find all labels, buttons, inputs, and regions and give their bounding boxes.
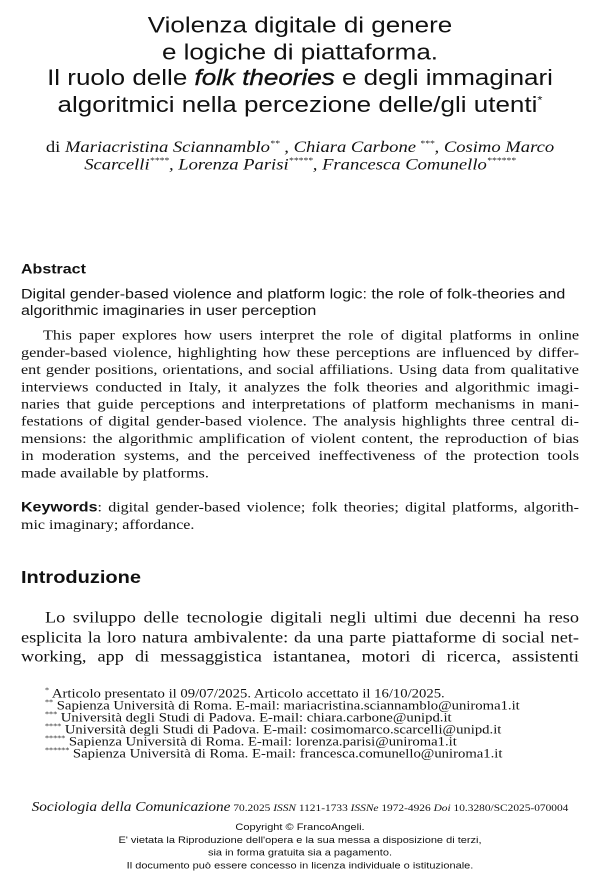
title-line-2: e logiche di piattaforma.	[161, 38, 439, 65]
author-separator: ,	[279, 138, 289, 157]
abstract-line: in moderation systems, and the perceived ineffectiveness of the protection tools	[21, 448, 579, 464]
issn-label: ISSN	[273, 803, 296, 814]
keywords-text: : digital gender-based violence; folk theories; digital platforms, algorith-	[97, 500, 579, 516]
introduction-line: esplicita la loro natura ambivalente: da una parte piattaforme di social net-	[21, 628, 579, 646]
abstract-line: gender-based violence, highlighting how these perceptions are influenced by differ-	[21, 344, 579, 360]
footnote-email-label: E-mail:	[251, 747, 297, 762]
issne-label: ISSNe	[350, 803, 379, 814]
title-line-3-after: e degli immaginari	[341, 64, 553, 91]
author-separator: ,	[168, 155, 174, 174]
title-line-4-text: algoritmici nella percezione delle/gli utenti	[57, 91, 538, 118]
title-emphasis-folk-theories: folk theories	[194, 64, 335, 91]
author-name: Mariacristina Sciannamblo	[64, 138, 270, 157]
copyright-notice	[0, 821, 600, 873]
footnote-mark: ******	[45, 746, 70, 755]
footnotes	[45, 688, 585, 760]
abstract-line: This paper explores how users interpret the role of digital platforms in online	[43, 327, 579, 343]
footnote-affiliation: Sapienza Università di Roma.	[72, 747, 249, 762]
author	[65, 138, 289, 156]
footnote-affiliation: Università degli Studi di Padova.	[64, 723, 260, 738]
footnote-email-label: E-mail:	[259, 711, 304, 725]
footnote-text: Articolo presentato il 09/07/2025. Articolo accettato il 16/10/2025.	[51, 687, 445, 701]
abstract-body	[21, 326, 579, 481]
title-line-3-before: Il ruolo delle	[47, 64, 188, 91]
abstract-line: interviews conducted in Italy, it analyzes the folk theories and algorithmic imagi-	[21, 378, 579, 395]
copyright-line: Copyright © FrancoAngeli.	[235, 822, 365, 833]
author	[294, 138, 440, 156]
abstract-line: made available by platforms.	[21, 465, 209, 481]
footnote-mark: ***	[45, 710, 58, 719]
author-name: Francesca Comunello	[322, 155, 487, 174]
footnote	[45, 748, 585, 760]
introduction-line: Lo sviluppo delle tecnologie digitali negli ultimi due decenni ha reso	[45, 608, 579, 627]
title-line-3	[0, 65, 600, 91]
abstract-line: ent gender positions, orientations, and social affiliations. Using data from qualitative	[21, 361, 579, 378]
author	[322, 156, 516, 174]
doi-value: 10.3280/SC2025-070004	[453, 803, 569, 814]
author-mark: ******	[486, 156, 516, 166]
footnote-email: mariacristina.sciannamblo@uniroma1.it	[283, 699, 520, 713]
author-separator: ,	[312, 155, 318, 174]
abstract-english-title: Digital gender-based violence and platform logic: the role of folk-theories and algorithmic imaginaries in user perception	[21, 286, 566, 319]
article-title	[0, 12, 600, 118]
footnote-email-label: E-mail:	[247, 735, 292, 750]
journal-reference	[0, 800, 600, 816]
footnote-affiliation: Sapienza Università di Roma.	[56, 699, 233, 713]
keywords-line-2: mic imaginary; affordance.	[21, 517, 195, 533]
author-separator: ,	[434, 138, 440, 157]
footnote-email: cosimomarco.scarcelli@unipd.it	[310, 723, 502, 738]
footnote-mark: **	[45, 698, 54, 707]
doi-label: Doi	[433, 803, 451, 814]
author-name: Chiara Carbone	[293, 138, 417, 157]
journal-issue: 70.2025	[233, 803, 271, 814]
author-mark: *****	[288, 156, 313, 166]
abstract-line: naries that guide perceptions and interpretations of platform mechanisms in mani-	[21, 396, 579, 412]
title-line-4	[0, 91, 600, 117]
copyright-line: Il documento può essere concesso in licenza individuale o istituzionale.	[126, 861, 474, 872]
footnote-email: chiara.carbone@unipd.it	[306, 711, 452, 725]
keywords	[21, 500, 579, 534]
footnote-email-label: E-mail:	[263, 723, 308, 738]
abstract-line: festations of digital gender-based violence. The analysis highlights three central di-	[21, 413, 579, 429]
title-line-1: Violenza digitale di genere	[147, 12, 453, 38]
author-list	[35, 139, 565, 173]
keywords-label: Keywords	[21, 500, 98, 516]
copyright-line: sia in forma gratuita sia a pagamento.	[207, 848, 393, 859]
authors-prefix: di	[45, 138, 61, 157]
author-mark: ****	[149, 156, 169, 166]
footnote-mark: *****	[45, 734, 66, 743]
abstract-heading: Abstract	[21, 262, 86, 277]
footnote-email: francesca.comunello@uniroma1.it	[299, 747, 503, 762]
author-name: Lorenza Parisi	[178, 155, 289, 174]
author-name: Cosimo Marco Scarcelli	[84, 138, 555, 174]
issne-value: 1972-4926	[381, 803, 431, 814]
section-heading-introduzione: Introduzione	[21, 568, 141, 588]
title-footnote-mark: *	[537, 93, 543, 107]
introduction-body	[21, 608, 579, 667]
keywords-line-1	[21, 500, 579, 517]
author-mark: **	[269, 139, 280, 149]
issn-value: 1121-1733	[298, 803, 348, 814]
footnote-mark: ****	[45, 722, 62, 731]
journal-name: Sociologia della Comunicazione	[31, 799, 231, 815]
footnote-affiliation: Sapienza Università di Roma.	[68, 735, 245, 750]
introduction-line: working, app di messaggistica istantanea, motori di ricerca, assistenti	[21, 647, 579, 666]
author	[178, 156, 317, 174]
footnote-mark: *	[45, 686, 50, 695]
copyright-line: E' vietata la Riproduzione dell'opera e la sua messa a disposizione di terzi,	[118, 835, 482, 846]
abstract-line: mensions: the algorithmic amplification of violent content, the reproduction of bias	[21, 430, 579, 447]
author-mark: ***	[420, 139, 435, 149]
footnote-affiliation: Università degli Studi di Padova.	[60, 711, 256, 725]
footnote-email-label: E-mail:	[235, 699, 280, 713]
footnote-email: lorenza.parisi@uniroma1.it	[295, 735, 457, 750]
